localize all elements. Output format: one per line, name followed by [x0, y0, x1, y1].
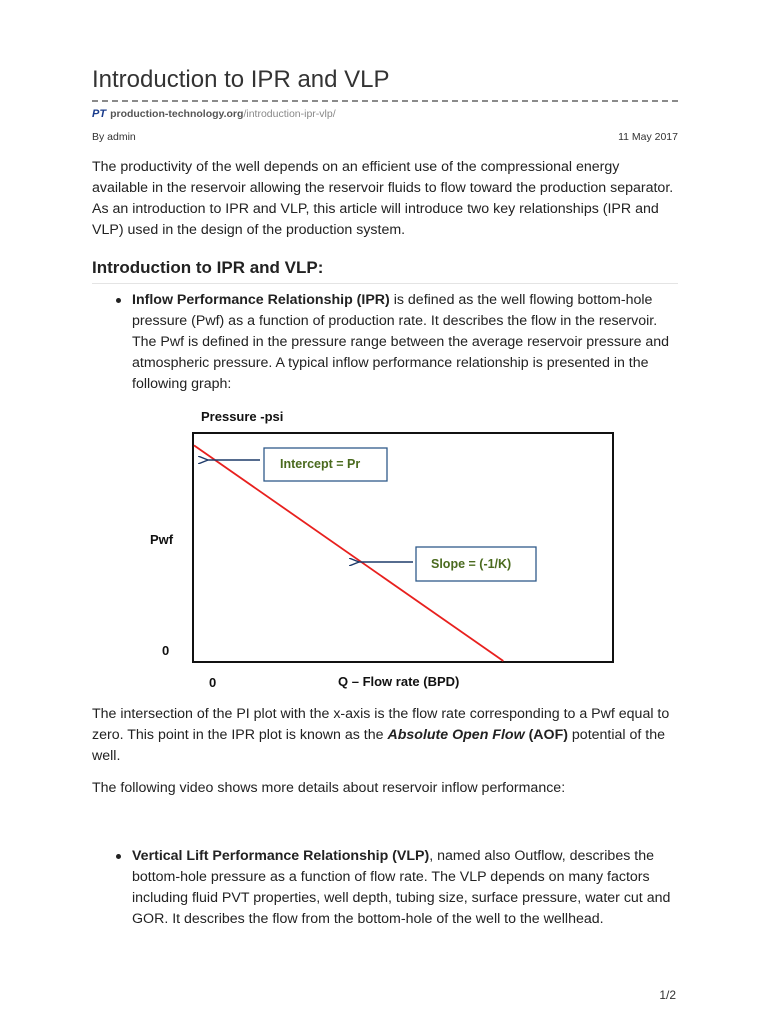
list-item-ipr — [132, 290, 678, 395]
annotation-slope — [358, 547, 536, 581]
title-divider — [92, 100, 678, 102]
annotation-text: Intercept = Pr — [280, 457, 361, 471]
x-axis-label: Q – Flow rate (BPD) — [338, 674, 460, 689]
ipr-term: Inflow Performance Relationship (IPR) — [132, 292, 390, 308]
aof-abbr: (AOF) — [524, 727, 568, 743]
y-origin-label: 0 — [162, 643, 170, 658]
list-item-vlp — [132, 846, 678, 930]
ipr-text: is defined as the well flowing bottom-hole pressure (Pwf) as a function of production rate. It describes the flow in the reservoir. The Pwf is defined in the pressure range between the average reservoir pressure and atmospheric pressure. A typical inflow performance relationship is presented in the following graph: — [132, 292, 670, 392]
aof-term: Absolute Open Flow — [387, 727, 525, 743]
section-heading: Introduction to IPR and VLP: — [92, 258, 324, 277]
page-title: Introduction to IPR and VLP — [92, 66, 390, 93]
article-meta — [92, 131, 678, 143]
plot-area — [193, 433, 613, 662]
aof-text-before: The intersection of the PI plot with the x-axis is the flow rate corresponding to a Pwf equal to zero. This point in the IPR plot is known as the — [92, 706, 670, 743]
ipr-chart — [134, 402, 634, 697]
video-paragraph: The following video shows more details about reservoir inflow performance: — [92, 780, 566, 796]
aof-paragraph — [92, 704, 678, 767]
source-link[interactable] — [92, 108, 336, 120]
vlp-text: , named also Outflow, describes the bottom-hole pressure as a function of flow rate. The VLP depends on many factors including fluid PVT properties, well depth, tubing size, surface pressure, water cut and GOR. It describes the flow from the bottom-hole of the well to the wellhead. — [132, 848, 671, 927]
heading-rule — [92, 283, 678, 284]
author: By admin — [92, 131, 136, 143]
aof-text-after: potential of the well. — [92, 727, 665, 764]
page-number: 1/2 — [659, 988, 676, 1002]
publish-date: 11 May 2017 — [618, 131, 678, 143]
bullet-icon — [116, 854, 121, 859]
source-domain[interactable]: production-technology.org — [110, 108, 244, 120]
annotation-intercept — [207, 448, 387, 481]
source-path[interactable]: /introduction-ipr-vlp/ — [243, 108, 336, 120]
x-origin-label: 0 — [209, 675, 217, 690]
chart-title: Pressure -psi — [201, 409, 284, 424]
vlp-term: Vertical Lift Performance Relationship (VLP) — [132, 848, 430, 864]
bullet-icon — [116, 298, 121, 303]
pt-logo-icon: PT — [92, 108, 107, 120]
intro-paragraph: The productivity of the well depends on an efficient use of the compressional energy available in the reservoir allowing the reservoir fluids to flow toward the production separator. As an introduction to IPR and VLP, this article will introduce two key relationships (IPR and VLP) used in the design of the production system. — [92, 159, 674, 238]
annotation-text: Slope = (-1/K) — [431, 557, 512, 571]
y-axis-label: Pwf — [150, 532, 174, 547]
